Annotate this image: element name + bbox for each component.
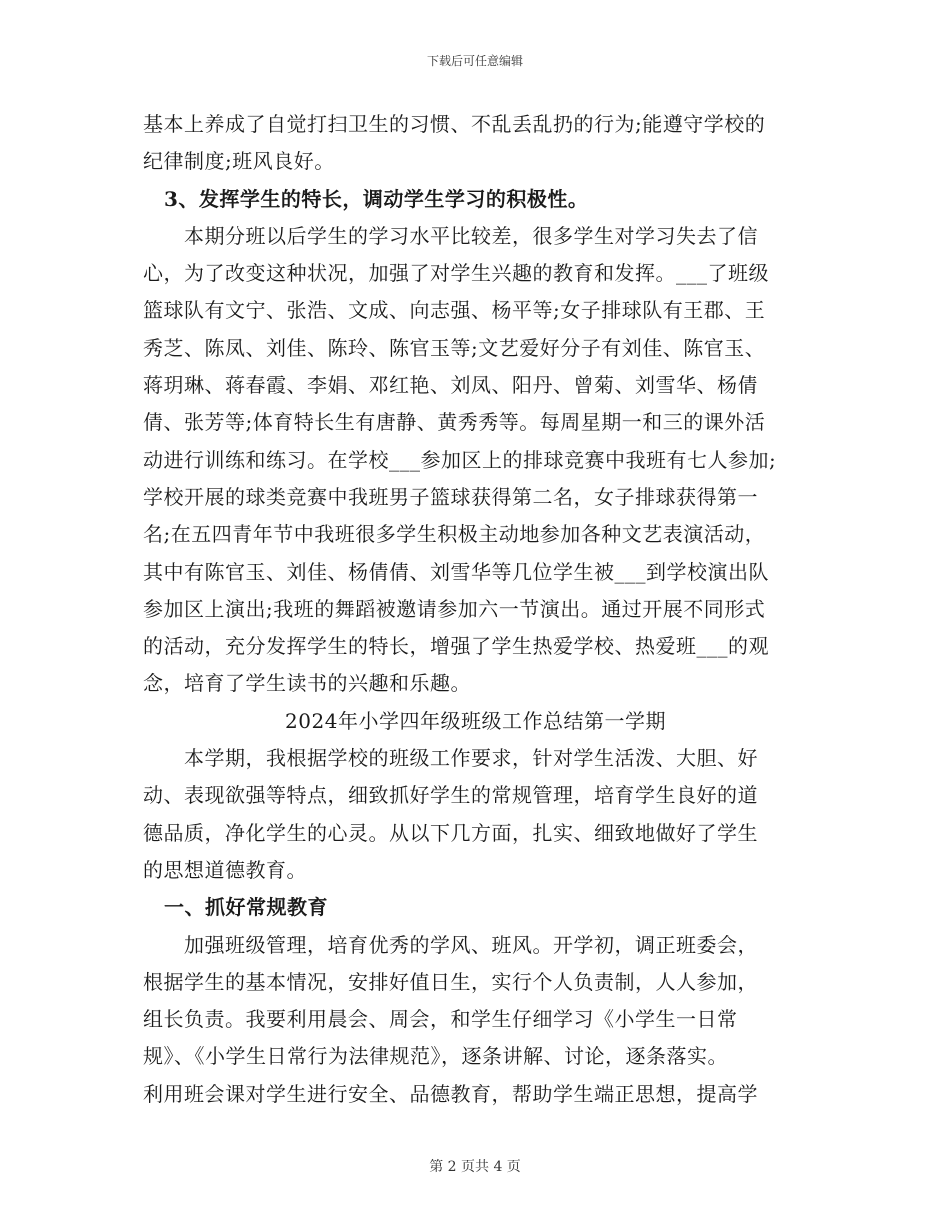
paragraph-line: 蒋玥琳、蒋春霞、李娟、邓红艳、刘凤、阳丹、曾菊、刘雪华、杨倩 (143, 373, 758, 398)
paragraph-line: 本学期，我根据学校的班级工作要求，针对学生活泼、大胆、好 (184, 746, 758, 771)
document-body (143, 106, 808, 1113)
paragraph-line: 动进行训练和练习。在学校___参加区上的排球竞赛中我班有七人参加; (143, 447, 777, 472)
paragraph-line: 动、表现欲强等特点，细致抓好学生的常规管理，培育学生良好的道 (143, 783, 758, 808)
paragraph-line: 学校开展的球类竞赛中我班男子篮球获得第二名，女子排球获得第一 (143, 484, 758, 509)
paragraph-line: 秀芝、陈凤、刘佳、陈玲、陈官玉等;文艺爱好分子有刘佳、陈官玉、 (143, 335, 766, 360)
paragraph-line: 念，培育了学生读书的兴趣和乐趣。 (143, 671, 471, 696)
document-title: 2024年小学四年级班级工作总结第一学期 (285, 708, 666, 733)
page-footer: 第 2 页共 4 页 (429, 1159, 521, 1175)
paragraph-line: 德品质，净化学生的心灵。从以下几方面，扎实、细致地做好了学生 (143, 820, 758, 845)
paragraph-line: 的活动，充分发挥学生的特长，增强了学生热爱学校、热爱班___的观 (143, 634, 769, 659)
paragraph-line: 本期分班以后学生的学习水平比较差，很多学生对学习失去了信 (184, 223, 758, 248)
paragraph-line: 篮球队有文宁、张浩、文成、向志强、杨平等;女子排球队有王郡、王 (143, 298, 766, 323)
paragraph-line: 名;在五四青年节中我班很多学生积极主动地参加各种文艺表演活动， (143, 522, 766, 547)
paragraph-line: 纪律制度;班风良好。 (143, 149, 335, 174)
paragraph-line: 参加区上演出;我班的舞蹈被邀请参加六一节演出。通过开展不同形式 (143, 596, 766, 621)
paragraph-line: 的思想道德教育。 (143, 857, 307, 882)
section-heading: 3、发挥学生的特长，调动学生学习的积极性。 (164, 186, 589, 211)
section-heading: 一、抓好常规教育 (164, 895, 328, 920)
paragraph-line: 基本上养成了自觉打扫卫生的习惯、不乱丢乱扔的行为;能遵守学校的 (143, 112, 766, 136)
paragraph-line: 规》、《小学生日常行为法律规范》，逐条讲解、讨论，逐条落实。 (143, 1044, 728, 1069)
paragraph-line: 倩、张芳等;体育特长生有唐静、黄秀秀等。每周星期一和三的课外活 (143, 410, 766, 435)
paragraph-line: 根据学生的基本情况，安排好值日生，实行个人负责制，人人参加， (143, 969, 758, 994)
page-header: 下载后可任意编辑 (426, 54, 523, 68)
paragraph-line: 加强班级管理，培育优秀的学风、班风。开学初，调正班委会， (184, 932, 758, 957)
paragraph-line: 组长负责。我要利用晨会、周会，和学生仔细学习《小学生一日常 (143, 1007, 738, 1032)
paragraph-line: 心，为了改变这种状况，加强了对学生兴趣的教育和发挥。___了班级 (143, 261, 769, 286)
paragraph-line: 利用班会课对学生进行安全、品德教育，帮助学生端正思想，提高学 (143, 1081, 758, 1106)
paragraph-line: 其中有陈官玉、刘佳、杨倩倩、刘雪华等几位学生被___到学校演出队 (143, 559, 769, 584)
